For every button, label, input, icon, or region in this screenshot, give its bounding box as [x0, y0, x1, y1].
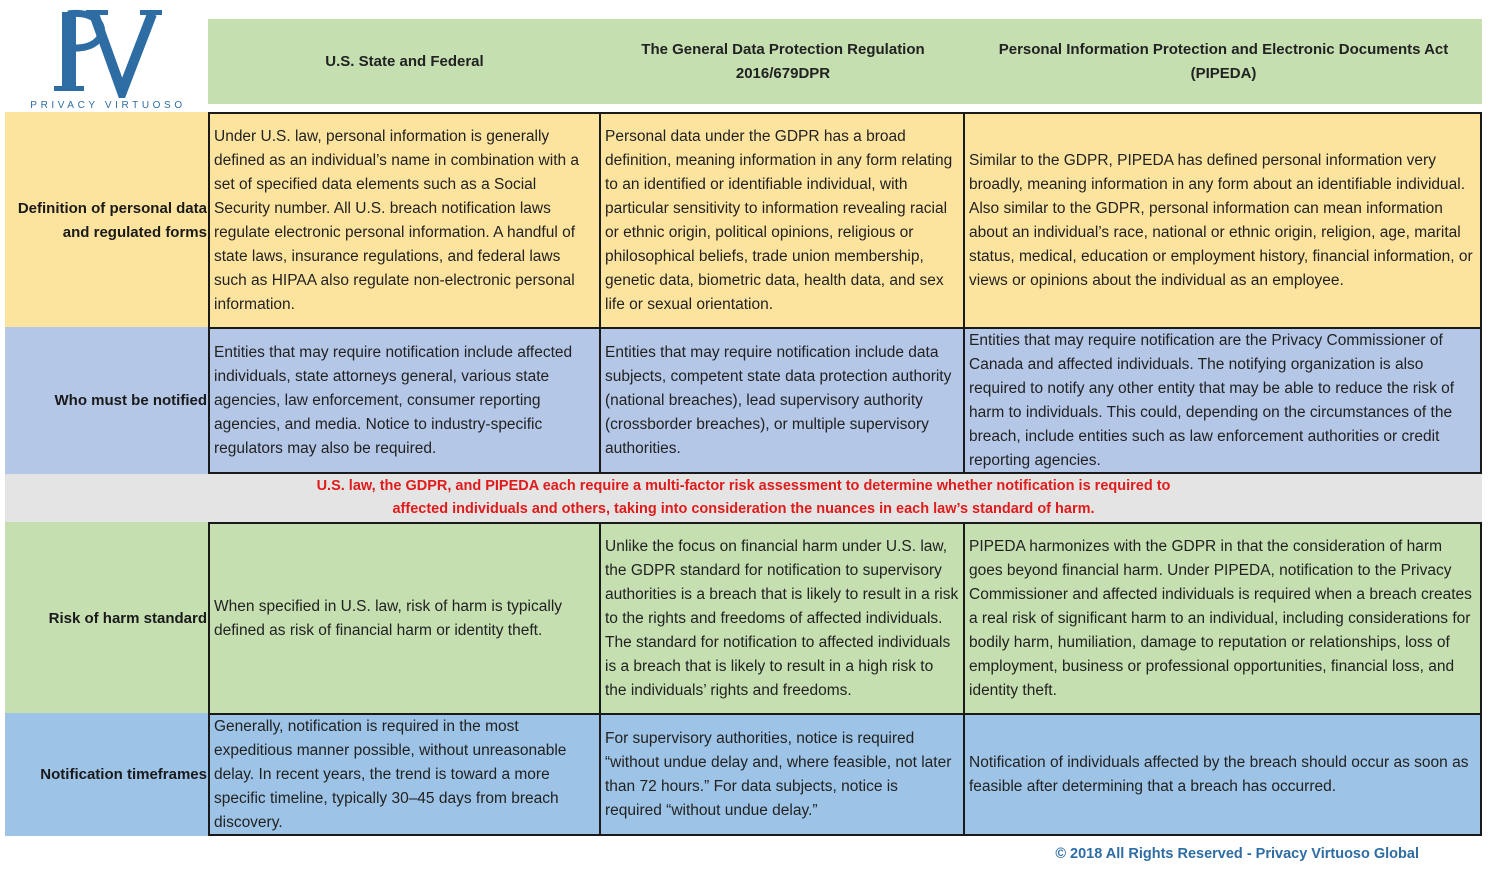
cell-us: When specified in U.S. law, risk of harm is typically defined as risk of financial harm or identity theft. — [208, 522, 601, 715]
pv-monogram-logo — [48, 8, 163, 98]
cell-gdpr: Entities that may require notification include data subjects, competent state data protection authority (national breaches), lead supervisory authority (crossborder breaches), or multiple supervisory authorities. — [601, 327, 965, 474]
banner-line-2: affected individuals and others, taking into consideration the nuances in each law’s standard of harm. — [392, 501, 1095, 517]
row-label: Notification timeframes — [40, 765, 207, 783]
copyright-footer: © 2018 All Rights Reserved - Privacy Virtuoso Global — [1055, 846, 1419, 862]
header-gdpr: The General Data Protection Regulation 2016/679DPR — [641, 40, 925, 82]
table-row-risk-of-harm — [5, 522, 1482, 715]
cell-us: Under U.S. law, personal information is generally defined as an individual’s name in combination with a set of specified data elements such as a Social Security number. All U.S. breach notification laws regulate electronic personal information. A handful of state laws, insurance regulations, and federal laws such as HIPAA also regulate non-electronic personal information. — [208, 112, 601, 329]
row-label: Risk of harm standard — [48, 609, 207, 627]
cell-gdpr: Personal data under the GDPR has a broad definition, meaning information in any form relating to an identified or identifiable individual, with particular sensitivity to information revealing racial or ethnic origin, political opinions, religious or philosophical beliefs, trade union membership, genetic data, biometric data, health data, and sex life or sexual orientation. — [601, 112, 965, 329]
header-pipeda: Personal Information Protection and Electronic Documents Act (PIPEDA) — [998, 40, 1449, 82]
cell-us: Entities that may require notification include affected individuals, state attorneys general, various state agencies, law enforcement, consumer reporting agencies, and media. Notice to industry-specific regulators may also be required. — [208, 327, 601, 474]
logo — [28, 8, 188, 112]
cell-pipeda: Notification of individuals affected by the breach should occur as soon as feasible after determining that a breach has occurred. — [965, 713, 1482, 836]
table-row-definition — [5, 112, 1482, 329]
cell-gdpr: Unlike the focus on financial harm under U.S. law, the GDPR standard for notification to supervisory authorities is a breach that is likely to result in a risk to the rights and freedoms of affected individuals. The standard for notification to affected individuals is a breach that is likely to result in a high risk to the individuals’ rights and freedoms. — [601, 522, 965, 715]
cell-pipeda: Entities that may require notification are the Privacy Commissioner of Canada and affected individuals. The notifying organization is also required to notify any other entity that may be able to reduce the risk of harm to individuals. This could, depending on the circumstances of the breach, include entities such as law enforcement authorities or credit reporting agencies. — [965, 327, 1482, 474]
brand-name: PRIVACY VIRTUOSO — [30, 100, 186, 111]
cell-gdpr: For supervisory authorities, notice is required “without undue delay and, where feasible, not later than 72 hours.” For data subjects, notice is required “without undue delay.” — [601, 713, 965, 836]
header-us: U.S. State and Federal — [325, 52, 484, 70]
banner-line-1: U.S. law, the GDPR, and PIPEDA each require a multi-factor risk assessment to determine whether notification is required to — [316, 478, 1171, 494]
cell-pipeda: PIPEDA harmonizes with the GDPR in that the consideration of harm goes beyond financial harm. Under PIPEDA, notification to the Privacy Commissioner and affected individuals is required when a breach creates a real risk of significant harm to an individual, including considerations for bodily harm, humiliation, damage to reputation or relationships, loss of employment, business or professional opportunities, financial loss, and identity theft. — [965, 522, 1482, 715]
row-label: Who must be notified — [54, 391, 207, 409]
cell-us: Generally, notification is required in the most expeditious manner possible, without unreasonable delay. In recent years, the trend is toward a more specific timeline, typically 30–45 days from breach discovery. — [208, 713, 601, 836]
risk-assessment-banner — [5, 474, 1482, 522]
table-row-who-notified — [5, 327, 1482, 474]
table-header — [208, 19, 1482, 104]
table-row-timeframes — [5, 713, 1482, 836]
cell-pipeda: Similar to the GDPR, PIPEDA has defined personal information very broadly, meaning information in any form about an identifiable individual. Also similar to the GDPR, personal information can mean information about an individual’s race, national or ethnic origin, religion, age, marital status, medical, education or employment history, financial information, or views or opinions about the individual as an employee. — [965, 112, 1482, 329]
row-label: Definition of personal data and regulated forms — [17, 199, 207, 241]
